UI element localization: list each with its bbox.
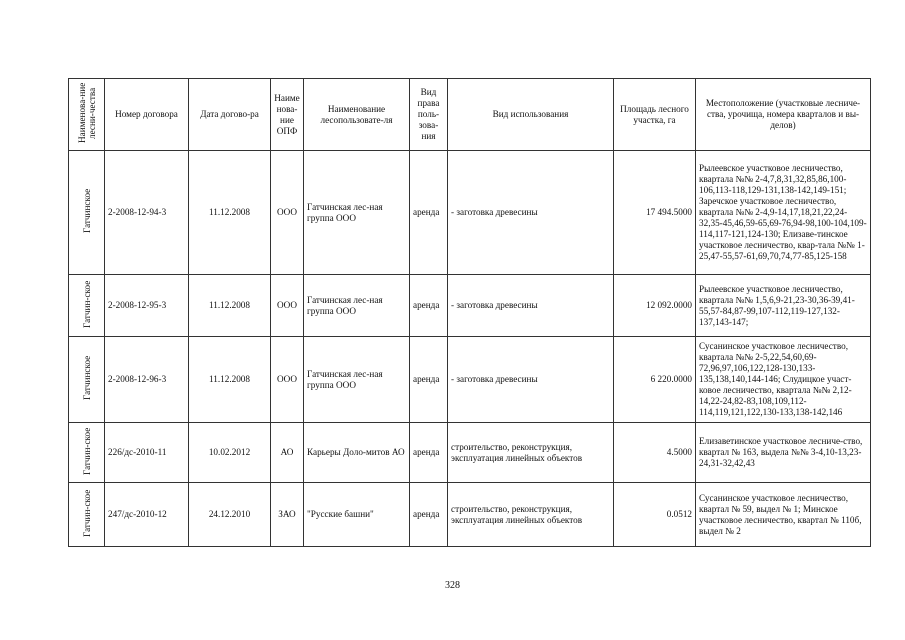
header-location: Местоположение (участковые лесниче-ства, урочища, номера кварталов и вы-делов): [696, 79, 871, 151]
cell-user: Карьеры Доло-митов АО: [304, 423, 410, 483]
cell-contract: 2-2008-12-94-3: [105, 151, 189, 275]
cell-date: 10.02.2012: [189, 423, 271, 483]
cell-right: аренда: [410, 483, 448, 547]
cell-date: 11.12.2008: [189, 275, 271, 337]
cell-user: Гатчинская лес-ная группа ООО: [304, 151, 410, 275]
cell-area: 6 220.0000: [614, 337, 696, 423]
forest-lease-table: [68, 78, 871, 547]
cell-contract: 226/дс-2010-11: [105, 423, 189, 483]
cell-opf: ООО: [271, 151, 304, 275]
cell-area: 0.0512: [614, 483, 696, 547]
cell-use: - заготовка древесины: [448, 151, 614, 275]
page-number: 328: [445, 580, 460, 591]
cell-opf: АО: [271, 423, 304, 483]
table-row: [69, 423, 871, 483]
cell-opf: ЗАО: [271, 483, 304, 547]
cell-use: - заготовка древесины: [448, 337, 614, 423]
cell-opf: ООО: [271, 337, 304, 423]
cell-right: аренда: [410, 423, 448, 483]
cell-forestry: Гатчинское: [69, 337, 105, 423]
cell-area: 4.5000: [614, 423, 696, 483]
header-forest-user: Наименование лесопользовате-ля: [304, 79, 410, 151]
cell-right: аренда: [410, 151, 448, 275]
header-opf: Наиме нова-ние ОПФ: [271, 79, 304, 151]
table-row: [69, 483, 871, 547]
header-area: Площадь лесного участка, га: [614, 79, 696, 151]
cell-contract: 247/дс-2010-12: [105, 483, 189, 547]
cell-location: Рылеевское участковое лесничество, квартала №№ 2-4,7,8,31,32,85,86,100-106,113-118,129-131,138-142,149-151; Заречское участковое лесничество, квартала №№ 2-4,9-14,17,18,21,22,24-32,35-45,46,59-65,69-76,94-98,100-104,109-114,117-121,124-130; Елизаве-тинское участковое лесничество, квар-тала №№ 1-25,47-55,57-61,69,70,74,77-85,125-158: [696, 151, 871, 275]
cell-area: 12 092.0000: [614, 275, 696, 337]
cell-use: строительство, реконструкция, эксплуатация линейных объектов: [448, 423, 614, 483]
table-row: [69, 337, 871, 423]
cell-contract: 2-2008-12-96-3: [105, 337, 189, 423]
cell-location: Елизаветинское участковое лесниче-ство, квартал № 163, выдела №№ 3-4,10-13,23-24,31-32,42,43: [696, 423, 871, 483]
header-right-type: Вид права поль-зова-ния: [410, 79, 448, 151]
cell-right: аренда: [410, 275, 448, 337]
cell-use: - заготовка древесины: [448, 275, 614, 337]
header-use-type: Вид использования: [448, 79, 614, 151]
cell-date: 11.12.2008: [189, 151, 271, 275]
cell-use: строительство, реконструкция, эксплуатация линейных объектов: [448, 483, 614, 547]
cell-user: "Русские башни": [304, 483, 410, 547]
cell-forestry: Гатчин-ское: [69, 483, 105, 547]
header-contract-number: Номер договора: [105, 79, 189, 151]
cell-location: Сусанинское участковое лесничество, квартала №№ 2-5,22,54,60,69-72,96,97,106,122,128-130,133-135,138,140,144-146; Слудицкое участ-ковое лесничество, квартала №№ 2,12-14,22-24,82-83,108,109,112-114,119,121,122,130-133,138-142,146: [696, 337, 871, 423]
header-forestry: Наименова-ние лесни-чества: [69, 79, 105, 151]
cell-contract: 2-2008-12-95-3: [105, 275, 189, 337]
cell-user: Гатчинская лес-ная группа ООО: [304, 337, 410, 423]
cell-forestry: Гатчин-ское: [69, 423, 105, 483]
table-row: [69, 275, 871, 337]
cell-opf: ООО: [271, 275, 304, 337]
table-header-row: [69, 79, 871, 151]
cell-date: 11.12.2008: [189, 337, 271, 423]
cell-user: Гатчинская лес-ная группа ООО: [304, 275, 410, 337]
cell-right: аренда: [410, 337, 448, 423]
cell-forestry: Гатчин-ское: [69, 275, 105, 337]
cell-area: 17 494.5000: [614, 151, 696, 275]
header-contract-date: Дата догово-ра: [189, 79, 271, 151]
cell-date: 24.12.2010: [189, 483, 271, 547]
table-row: [69, 151, 871, 275]
cell-location: Рылеевское участковое лесничество, квартала №№ 1,5,6,9-21,23-30,36-39,41-55,57-84,87-99,107-112,119-127,132-137,143-147;: [696, 275, 871, 337]
cell-forestry: Гатчинское: [69, 151, 105, 275]
cell-location: Сусанинское участковое лесничество, квартал № 59, выдел № 1; Минское участковое лесничество, квартал № 110б, выдел № 2: [696, 483, 871, 547]
